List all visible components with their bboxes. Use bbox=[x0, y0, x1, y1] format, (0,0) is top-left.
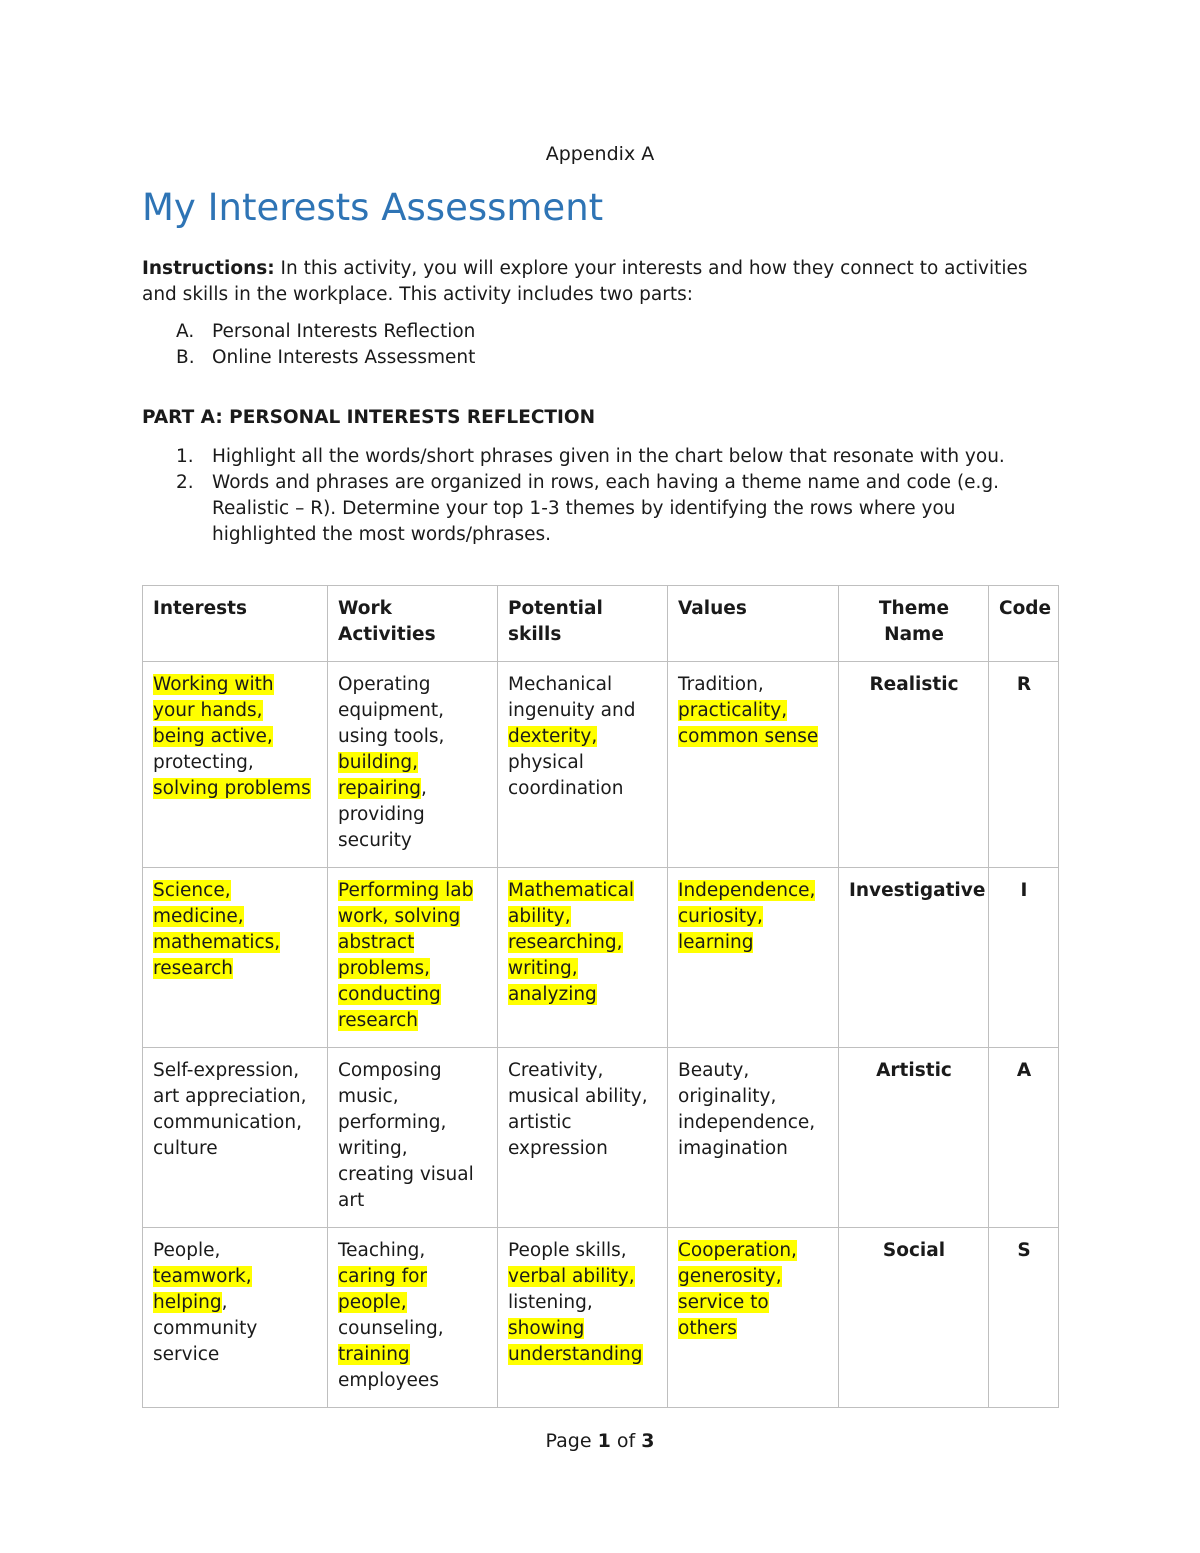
theme-name-cell: Artistic bbox=[839, 1048, 989, 1228]
list-item-text: Highlight all the words/short phrases given in the chart below that resonate with you. bbox=[212, 446, 1005, 467]
table-cell bbox=[668, 1228, 839, 1408]
highlighted-text: repairing bbox=[338, 778, 422, 799]
table-cell bbox=[668, 1048, 839, 1228]
highlighted-text: being active, bbox=[153, 726, 273, 747]
list-marker: 2. bbox=[176, 472, 194, 493]
list-item bbox=[142, 444, 1058, 470]
highlighted-text: building, bbox=[338, 752, 418, 773]
page-footer bbox=[142, 1430, 1058, 1452]
highlighted-text: dexterity, bbox=[508, 726, 598, 747]
table-header-row bbox=[143, 586, 1059, 662]
footer-prefix: Page bbox=[545, 1430, 598, 1452]
table-row bbox=[143, 868, 1059, 1048]
highlighted-text: Mathematical ability, researching, writing, analyzing bbox=[508, 880, 635, 1005]
cell-text: counseling, bbox=[338, 1318, 444, 1339]
highlighted-text: caring for people, bbox=[338, 1266, 428, 1313]
table-body bbox=[143, 662, 1059, 1408]
list-marker: B. bbox=[176, 347, 195, 368]
column-header: Interests bbox=[143, 586, 328, 662]
cell-text: employees bbox=[338, 1370, 439, 1391]
instructions-text: In this activity, you will explore your interests and how they connect to activities and skills in the workplace. This activity includes two parts: bbox=[142, 258, 1028, 305]
list-marker: 1. bbox=[176, 446, 194, 467]
instructions-label: Instructions: bbox=[142, 258, 275, 279]
page-title: My Interests Assessment bbox=[142, 186, 604, 229]
list-item bbox=[142, 345, 475, 371]
theme-name-cell: Social bbox=[839, 1228, 989, 1408]
highlighted-text: Working with your hands, bbox=[153, 674, 274, 721]
cell-text: protecting, bbox=[153, 752, 254, 773]
list-item bbox=[142, 319, 475, 345]
cell-text: , community service bbox=[153, 1292, 258, 1365]
appendix-label: Appendix A bbox=[545, 143, 655, 165]
cell-text: Composing music, performing, writing, creating visual art bbox=[338, 1060, 474, 1211]
highlighted-text: verbal ability, bbox=[508, 1266, 635, 1287]
list-marker: A. bbox=[176, 321, 195, 342]
column-header: Code bbox=[989, 586, 1059, 662]
highlighted-text: showing understanding bbox=[508, 1318, 643, 1365]
highlighted-text: training bbox=[338, 1344, 410, 1365]
theme-name-cell: Realistic bbox=[839, 662, 989, 868]
cell-text: Tradition, bbox=[678, 674, 764, 695]
column-header: Theme Name bbox=[839, 586, 989, 662]
cell-text: Operating equipment, using tools, bbox=[338, 674, 445, 747]
list-item-text: Online Interests Assessment bbox=[212, 347, 476, 368]
cell-text: Beauty, originality, independence, imagination bbox=[678, 1060, 816, 1159]
highlighted-text: Science, medicine, mathematics, research bbox=[153, 880, 281, 979]
table-cell bbox=[143, 1228, 328, 1408]
table-cell bbox=[328, 1048, 498, 1228]
page-number: 1 bbox=[597, 1430, 611, 1452]
list-item-text: Personal Interests Reflection bbox=[212, 321, 476, 342]
list-item bbox=[142, 470, 1058, 548]
highlighted-text: Cooperation, generosity, service to others bbox=[678, 1240, 797, 1339]
section-heading: PART A: PERSONAL INTERESTS REFLECTION bbox=[142, 407, 596, 428]
highlighted-text: Independence, curiosity, learning bbox=[678, 880, 816, 953]
table-cell bbox=[328, 662, 498, 868]
theme-name-cell: Investigative bbox=[839, 868, 989, 1048]
table-cell bbox=[143, 868, 328, 1048]
table-cell bbox=[498, 662, 668, 868]
cell-text: physical coordination bbox=[508, 752, 624, 799]
page-total: 3 bbox=[641, 1430, 655, 1452]
table-cell bbox=[143, 662, 328, 868]
table-cell bbox=[668, 662, 839, 868]
cell-text: Self-expression, art appreciation, communication, culture bbox=[153, 1060, 307, 1159]
table-row bbox=[143, 1228, 1059, 1408]
cell-text: listening, bbox=[508, 1292, 593, 1313]
table-cell bbox=[328, 868, 498, 1048]
cell-text: Creativity, musical ability, artistic expression bbox=[508, 1060, 648, 1159]
column-header: Values bbox=[668, 586, 839, 662]
column-header: Work Activities bbox=[328, 586, 498, 662]
interests-table bbox=[142, 585, 1059, 1408]
highlighted-text: practicality, common sense bbox=[678, 700, 819, 747]
table-cell bbox=[498, 1048, 668, 1228]
cell-text: Teaching, bbox=[338, 1240, 426, 1261]
theme-code-cell: R bbox=[989, 662, 1059, 868]
table-cell bbox=[143, 1048, 328, 1228]
table-row bbox=[143, 662, 1059, 868]
cell-text: People skills, bbox=[508, 1240, 627, 1261]
parts-list bbox=[142, 319, 475, 371]
cell-text: Mechanical ingenuity and bbox=[508, 674, 636, 721]
instructions-paragraph bbox=[142, 256, 1058, 308]
highlighted-text: teamwork, helping bbox=[153, 1266, 252, 1313]
highlighted-text: solving problems bbox=[153, 778, 311, 799]
table-cell bbox=[498, 1228, 668, 1408]
cell-text: , providing security bbox=[338, 778, 427, 851]
theme-code-cell: A bbox=[989, 1048, 1059, 1228]
table-row bbox=[143, 1048, 1059, 1228]
theme-code-cell: S bbox=[989, 1228, 1059, 1408]
highlighted-text: Performing lab work, solving abstract problems, conducting research bbox=[338, 880, 474, 1031]
column-header: Potential skills bbox=[498, 586, 668, 662]
steps-list bbox=[142, 444, 1058, 548]
table-cell bbox=[328, 1228, 498, 1408]
list-item-text: Words and phrases are organized in rows, each having a theme name and code (e.g. Realistic – R). Determine your top 1-3 themes by identifying the rows where you highlighted the most words/phrases. bbox=[212, 472, 1000, 545]
table-cell bbox=[668, 868, 839, 1048]
theme-code-cell: I bbox=[989, 868, 1059, 1048]
table-cell bbox=[498, 868, 668, 1048]
footer-middle: of bbox=[610, 1430, 642, 1452]
cell-text: People, bbox=[153, 1240, 221, 1261]
